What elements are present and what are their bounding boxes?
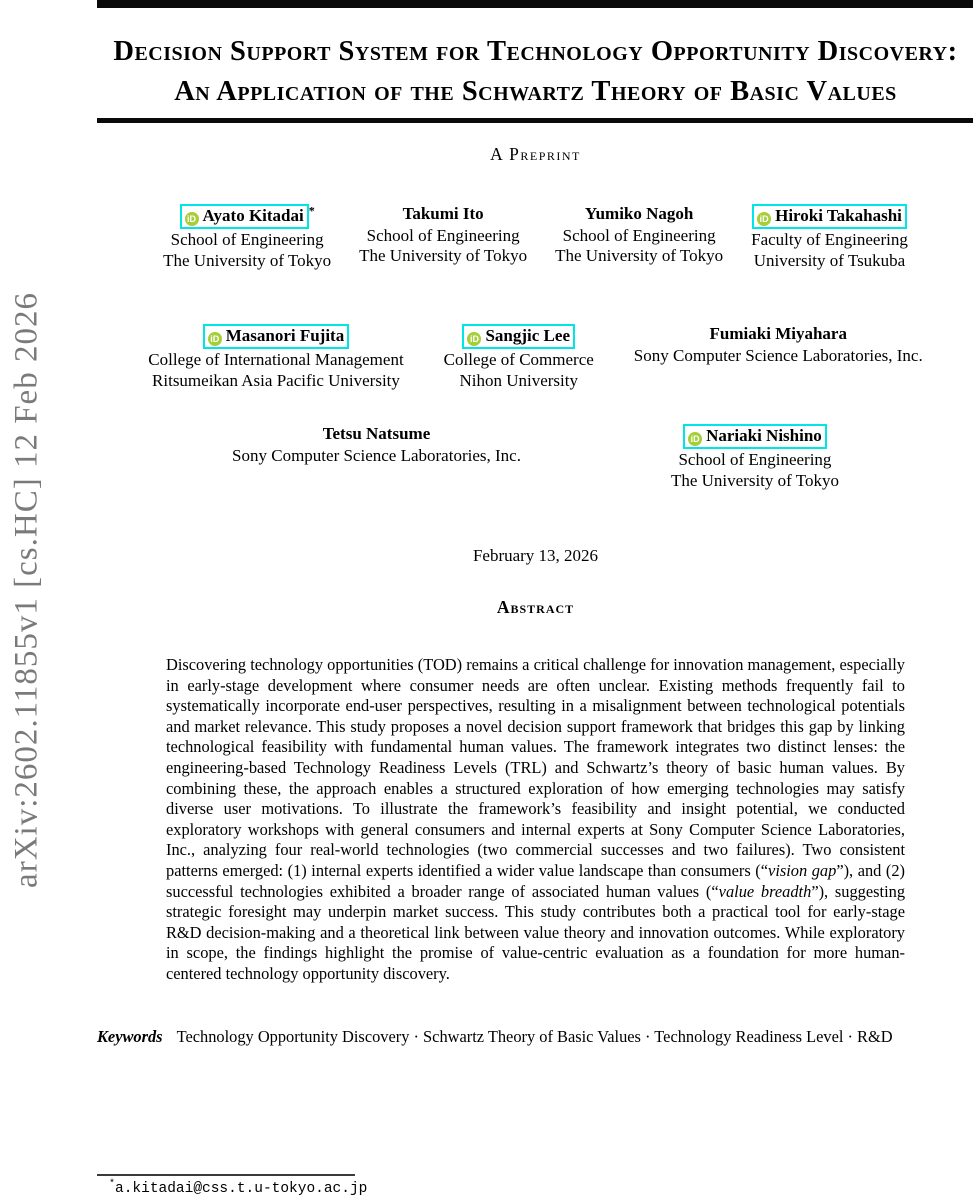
author-name-text: Hiroki Takahashi: [775, 206, 902, 225]
author-name-line: [634, 324, 923, 345]
author-block: [671, 424, 839, 491]
abstract-italic-segment: value breadth: [718, 881, 812, 901]
author-block: [163, 204, 331, 271]
author-name-text: Yumiko Nagoh: [584, 204, 694, 223]
footnote-email-text: a.kitadai@css.t.u-tokyo.ac.jp: [115, 1180, 368, 1197]
authors-row-3: [97, 424, 973, 491]
author-name-line: [232, 424, 521, 445]
author-affiliation: Sony Computer Science Laboratories, Inc.: [633, 345, 923, 365]
author-name: [710, 324, 847, 343]
author-name: [585, 204, 694, 223]
author-name-line: [555, 204, 723, 225]
author-name-text: Sangjic Lee: [485, 326, 570, 345]
orcid-icon: iD: [467, 332, 481, 346]
author-orcid-link[interactable]: [203, 324, 350, 349]
author-name-text: Takumi Ito: [402, 204, 484, 223]
orcid-icon: iD: [757, 212, 771, 226]
abstract-heading: Abstract: [496, 597, 575, 617]
footnote-rule: [97, 1174, 355, 1176]
paper-content: [97, 0, 973, 1047]
author-affiliation: Sony Computer Science Laboratories, Inc.: [232, 445, 521, 465]
arxiv-watermark: arXiv:2602.11855v1 [cs.HC] 12 Feb 2026: [8, 292, 45, 888]
author-name-text: Ayato Kitadai: [202, 206, 304, 225]
authors-section: [97, 204, 973, 491]
title-rule: [97, 118, 973, 123]
author-affiliation: The University of Tokyo: [163, 250, 332, 270]
footnote-marker: *: [109, 1179, 116, 1190]
footnote-email: [97, 1179, 517, 1197]
author-name-line: [751, 204, 908, 229]
author-name-line: [671, 424, 839, 449]
author-orcid-link[interactable]: [683, 424, 827, 449]
preprint-label: A Preprint: [490, 144, 581, 164]
author-affiliation: University of Tsukuba: [753, 250, 906, 270]
keywords-text: Technology Opportunity Discovery · Schwartz Theory of Basic Values · Technology Readiness Level · R&D: [176, 1026, 893, 1046]
author-orcid-link[interactable]: [462, 324, 575, 349]
abstract-italic-segment: vision gap: [768, 860, 837, 880]
abstract-segment: ”), suggesting strategic foresight may underpin market success. This study contributes both a practical tool for early-stage R&D decision-making and a theoretical link between value theory and innovation outcomes. While exploratory in scope, the findings highlight the promise of value-centric evaluation as a foundation for more human-centered technology opportunity discovery.: [166, 881, 906, 983]
author-block: [634, 324, 923, 366]
author-block: [359, 204, 527, 267]
author-name-line: [359, 204, 527, 225]
abstract-text: [166, 655, 905, 985]
paper-title: Decision Support System for Technology Opportunity Discovery: An Application of the Schwartz Theory of Basic Values: [113, 36, 958, 107]
orcid-icon: iD: [185, 212, 199, 226]
author-name: [403, 204, 484, 223]
authors-row-2: [97, 324, 973, 391]
author-name-line: [444, 324, 594, 349]
author-name-text: Fumiaki Miyahara: [709, 324, 847, 343]
author-block: [751, 204, 908, 271]
author-block: [444, 324, 594, 391]
abstract-segment: ”), and (2) successful technologies exhibited a broader range of associated human values (“: [166, 860, 906, 901]
footnote: [97, 1174, 517, 1197]
author-affiliation: Ritsumeikan Asia Pacific University: [152, 370, 400, 390]
keywords-label: Keywords: [97, 1026, 163, 1046]
author-name-line: [148, 324, 403, 349]
author-name-text: Nariaki Nishino: [706, 426, 822, 445]
author-affiliation: School of Engineering: [678, 450, 832, 469]
author-affiliation: The University of Tokyo: [670, 470, 839, 490]
author-affiliation: Faculty of Engineering: [751, 230, 908, 249]
keywords-line: [97, 1026, 973, 1047]
author-block: [232, 424, 521, 466]
paper-date: February 13, 2026: [472, 546, 599, 565]
author-affiliation: The University of Tokyo: [359, 246, 528, 265]
top-rule: [97, 0, 973, 8]
author-affiliation: School of Engineering: [170, 230, 324, 249]
author-affiliation: School of Engineering: [366, 225, 520, 245]
author-block: [555, 204, 723, 267]
orcid-icon: iD: [688, 432, 702, 446]
author-name-text: Masanori Fujita: [225, 326, 345, 345]
author-affiliation: School of Engineering: [562, 225, 716, 245]
author-affiliation: College of International Management: [148, 350, 404, 369]
author-name-line: [163, 204, 331, 229]
orcid-icon: iD: [208, 332, 222, 346]
author-block: [148, 324, 403, 391]
author-orcid-link[interactable]: [180, 204, 309, 229]
author-orcid-link[interactable]: [752, 204, 907, 229]
authors-row-1: [97, 204, 973, 271]
author-affiliation: Nihon University: [459, 370, 578, 390]
author-footnote-mark: *: [308, 203, 315, 218]
author-name: [323, 424, 431, 443]
author-affiliation: College of Commerce: [443, 350, 594, 369]
author-name-text: Tetsu Natsume: [322, 424, 431, 443]
author-affiliation: The University of Tokyo: [555, 246, 724, 265]
abstract-segment: Discovering technology opportunities (TOD) remains a critical challenge for innovation management, especially in early-stage development where consumer needs are often unclear. Existing methods frequently fail to systematically incorporate end-user perspectives, resulting in a misalignment between technological potentials and market relevance. This study proposes a novel decision support framework that bridges this gap by linking technological feasibility with fundamental human values. The framework integrates two distinct lenses: the engineering-based Technology Readiness Levels (TRL) and Schwartz’s theory of basic human values. By combining these, the approach enables a structured exploration of how emerging technologies may satisfy diverse user motivations. To illustrate the framework’s feasibility and insight potential, we conducted exploratory workshops with general consumers and internal experts at Sony Computer Science Laboratories, Inc., analyzing four real-world technologies (two commercial successes and two failures). Two consistent patterns emerged: (1) internal experts identified a wider value landscape than consumers (“: [166, 655, 905, 880]
